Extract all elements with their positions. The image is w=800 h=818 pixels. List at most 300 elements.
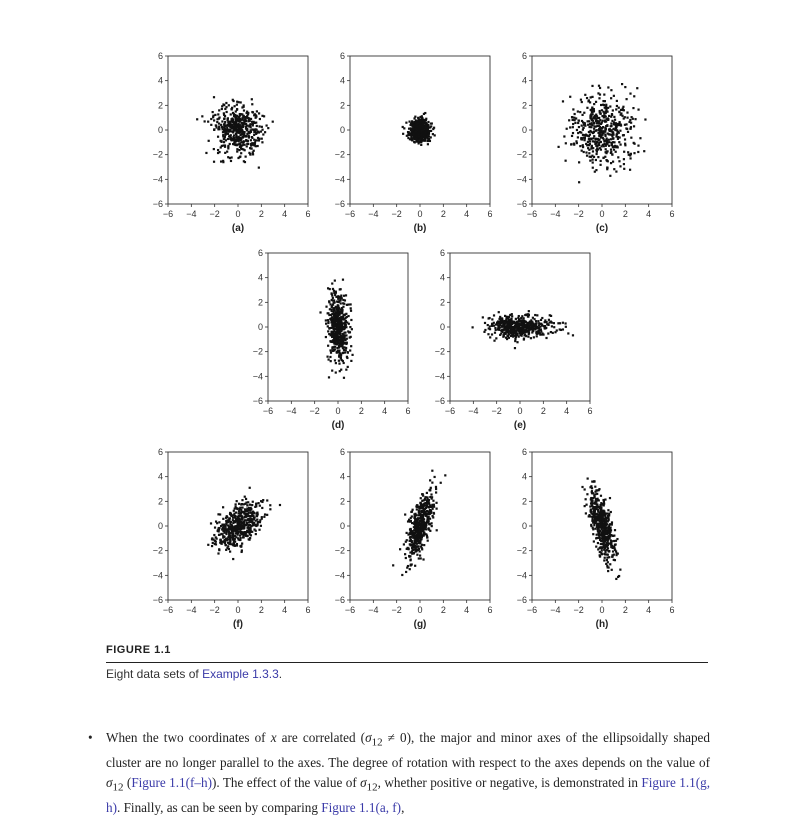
- x-tick-label: 6: [305, 209, 311, 219]
- body-paragraph: [88, 728, 711, 818]
- scatter-point: [593, 502, 595, 504]
- scatter-point: [528, 329, 530, 331]
- scatter-point: [225, 102, 227, 104]
- y-tick-label: −2: [252, 346, 263, 357]
- data-points: [472, 310, 575, 349]
- scatter-point: [548, 319, 550, 321]
- sigma-symbol: σ: [106, 774, 113, 790]
- scatter-point: [595, 546, 597, 548]
- scatter-point: [420, 515, 422, 517]
- scatter-point: [612, 161, 614, 163]
- scatter-point: [247, 519, 249, 521]
- scatter-point: [409, 568, 411, 570]
- scatter-point: [345, 347, 347, 349]
- scatter-point: [592, 528, 594, 530]
- scatter-point: [608, 145, 610, 147]
- scatter-point: [603, 544, 605, 546]
- scatter-point: [594, 118, 596, 120]
- scatter-point: [584, 137, 586, 139]
- scatter-point: [637, 145, 639, 147]
- scatter-point: [249, 504, 251, 506]
- scatter-point: [594, 521, 596, 523]
- scatter-point: [255, 512, 257, 514]
- scatter-point: [240, 525, 242, 527]
- y-tick-label: −4: [516, 570, 527, 581]
- scatter-point: [420, 531, 422, 533]
- scatter-point: [428, 130, 430, 132]
- scatter-point: [611, 144, 613, 146]
- scatter-point: [341, 333, 343, 335]
- scatter-point: [415, 135, 417, 137]
- scatter-point: [488, 327, 490, 329]
- scatter-point: [432, 515, 434, 517]
- scatter-point: [580, 138, 582, 140]
- scatter-point: [256, 519, 258, 521]
- scatter-point: [410, 520, 412, 522]
- scatter-point: [511, 313, 513, 315]
- scatter-point: [589, 505, 591, 507]
- scatter-point: [606, 533, 608, 535]
- scatter-point: [207, 544, 209, 546]
- scatter-point: [402, 133, 404, 135]
- scatter-point: [235, 127, 237, 129]
- scatter-point: [610, 125, 612, 127]
- x-tick-label: −4: [368, 209, 379, 219]
- scatter-point: [251, 98, 253, 100]
- scatter-point: [503, 335, 505, 337]
- scatter-point: [583, 112, 585, 114]
- y-tick-label: −2: [516, 149, 527, 160]
- scatter-point: [429, 479, 431, 481]
- scatter-point: [240, 537, 242, 539]
- scatter-point: [255, 128, 257, 130]
- body-text-1: When the two coordinates of: [106, 730, 271, 745]
- scatter-point: [234, 125, 236, 127]
- scatter-point: [549, 314, 551, 316]
- scatter-point: [325, 319, 327, 321]
- scatter-point: [244, 149, 246, 151]
- scatter-point: [242, 136, 244, 138]
- scatter-point: [246, 145, 248, 147]
- scatter-point: [241, 515, 243, 517]
- scatter-point: [598, 139, 600, 141]
- scatter-point: [218, 521, 220, 523]
- scatter-point: [335, 319, 337, 321]
- scatter-point: [523, 317, 525, 319]
- scatter-point: [256, 515, 258, 517]
- scatter-point: [591, 118, 593, 120]
- scatter-point: [565, 160, 567, 162]
- scatter-point: [619, 165, 621, 167]
- scatter-point: [527, 336, 529, 338]
- scatter-point: [606, 512, 608, 514]
- scatter-point: [261, 507, 263, 509]
- scatter-point: [430, 122, 432, 124]
- scatter-point: [338, 324, 340, 326]
- scatter-point: [337, 341, 339, 343]
- scatter-point: [232, 517, 234, 519]
- scatter-point: [413, 133, 415, 135]
- scatter-point: [620, 124, 622, 126]
- scatter-point: [595, 498, 597, 500]
- scatter-point: [344, 351, 346, 353]
- x-tick-label: −6: [344, 209, 356, 219]
- scatter-point: [614, 547, 616, 549]
- scatter-point: [607, 117, 609, 119]
- scatter-point: [613, 116, 615, 118]
- scatter-point: [240, 101, 242, 103]
- scatter-point: [530, 337, 532, 339]
- scatter-point: [603, 503, 605, 505]
- scatter-point: [604, 557, 606, 559]
- scatter-point: [334, 334, 336, 336]
- scatter-point: [623, 151, 625, 153]
- scatter-point: [330, 314, 332, 316]
- scatter-point: [258, 125, 260, 127]
- scatter-point: [432, 133, 434, 135]
- scatter-point: [533, 336, 535, 338]
- scatter-point: [624, 116, 626, 118]
- scatter-point: [411, 515, 413, 517]
- scatter-point: [536, 333, 538, 335]
- scatter-point: [588, 126, 590, 128]
- scatter-point: [241, 549, 243, 551]
- y-tick-label: 0: [157, 521, 163, 531]
- scatter-point: [226, 151, 228, 153]
- scatter-point: [332, 350, 334, 352]
- scatter-point: [333, 322, 335, 324]
- scatter-point: [528, 310, 530, 312]
- x-tick-label: −4: [550, 605, 561, 615]
- scatter-point: [224, 542, 226, 544]
- scatter-point: [581, 124, 583, 126]
- scatter-point: [426, 503, 428, 505]
- scatter-point: [613, 545, 615, 547]
- y-tick-label: −4: [516, 174, 527, 185]
- scatter-point: [346, 338, 348, 340]
- scatter-point: [528, 322, 530, 324]
- scatter-point: [420, 134, 422, 136]
- scatter-point: [407, 137, 409, 139]
- scatter-point: [515, 336, 517, 338]
- figure-link-g-h[interactable]: Figure 1.1(g, h): [106, 774, 710, 816]
- scatter-point: [210, 522, 212, 524]
- scatter-point: [580, 99, 582, 101]
- scatter-point: [610, 134, 612, 136]
- scatter-point: [600, 543, 602, 545]
- scatter-point: [500, 322, 502, 324]
- scatter-point: [221, 145, 223, 147]
- scatter-point: [560, 329, 562, 331]
- scatter-point: [213, 148, 215, 150]
- y-tick-label: 6: [339, 51, 345, 61]
- scatter-point: [584, 505, 586, 507]
- scatter-panel-f: [152, 447, 311, 630]
- panel-label: (e): [513, 420, 527, 431]
- scatter-point: [334, 325, 336, 327]
- figure-link-f-h[interactable]: Figure 1.1(f–h): [131, 774, 212, 790]
- scatter-point: [332, 304, 334, 306]
- scatter-point: [218, 122, 220, 124]
- scatter-point: [596, 120, 598, 122]
- scatter-point: [325, 306, 327, 308]
- scatter-point: [334, 280, 336, 282]
- scatter-point: [235, 133, 237, 135]
- scatter-point: [226, 127, 228, 129]
- scatter-panel-h: [516, 447, 675, 630]
- scatter-point: [243, 513, 245, 515]
- scatter-point: [201, 115, 203, 117]
- scatter-point: [226, 119, 228, 121]
- scatter-point: [425, 122, 427, 124]
- scatter-point: [414, 535, 416, 537]
- scatter-point: [587, 141, 589, 143]
- scatter-point: [326, 356, 328, 358]
- scatter-point: [253, 512, 255, 514]
- data-points: [392, 470, 446, 576]
- scatter-point: [236, 118, 238, 120]
- scatter-point: [243, 141, 245, 143]
- scatter-point: [236, 531, 238, 533]
- scatter-point: [272, 121, 274, 123]
- scatter-point: [341, 323, 343, 325]
- scatter-point: [215, 124, 217, 126]
- scatter-point: [614, 559, 616, 561]
- scatter-point: [589, 510, 591, 512]
- scatter-point: [350, 360, 352, 362]
- scatter-point: [522, 324, 524, 326]
- scatter-point: [425, 124, 427, 126]
- scatter-point: [592, 150, 594, 152]
- scatter-point: [229, 143, 231, 145]
- scatter-point: [342, 279, 344, 281]
- scatter-point: [426, 535, 428, 537]
- scatter-point: [430, 487, 432, 489]
- example-link[interactable]: Example 1.3.3: [202, 667, 279, 681]
- scatter-point: [221, 108, 223, 110]
- scatter-point: [630, 137, 632, 139]
- y-tick-label: 4: [439, 272, 445, 283]
- scatter-point: [589, 156, 591, 158]
- scatter-point: [541, 317, 543, 319]
- panel-label: (b): [413, 223, 427, 234]
- scatter-point: [217, 149, 219, 151]
- scatter-point: [610, 89, 612, 91]
- scatter-point: [421, 520, 423, 522]
- scatter-point: [335, 371, 337, 373]
- x-tick-label: 2: [622, 209, 628, 219]
- scatter-point: [608, 556, 610, 558]
- scatter-point: [613, 146, 615, 148]
- scatter-point: [261, 138, 263, 140]
- scatter-point: [417, 536, 419, 538]
- scatter-point: [236, 507, 238, 509]
- scatter-point: [250, 521, 252, 523]
- scatter-point: [329, 288, 331, 290]
- scatter-point: [244, 534, 246, 536]
- scatter-point: [514, 347, 516, 349]
- x-tick-label: −4: [550, 209, 561, 219]
- scatter-point: [610, 539, 612, 541]
- scatter-point: [243, 520, 245, 522]
- scatter-point: [581, 486, 583, 488]
- scatter-point: [335, 342, 337, 344]
- scatter-point: [596, 506, 598, 508]
- scatter-point: [267, 127, 269, 129]
- scatter-point: [420, 120, 422, 122]
- scatter-point: [602, 531, 604, 533]
- scatter-point: [402, 126, 404, 128]
- scatter-point: [240, 546, 242, 548]
- scatter-point: [616, 538, 618, 540]
- y-tick-label: 6: [257, 248, 263, 258]
- scatter-point: [408, 134, 410, 136]
- scatter-point: [617, 156, 619, 158]
- scatter-point: [350, 345, 352, 347]
- scatter-point: [331, 347, 333, 349]
- scatter-point: [532, 326, 534, 328]
- scatter-point: [599, 87, 601, 89]
- scatter-point: [415, 505, 417, 507]
- x-tick-label: 4: [282, 605, 288, 615]
- y-tick-label: −6: [252, 396, 263, 406]
- scatter-point: [534, 314, 536, 316]
- scatter-point: [599, 164, 601, 166]
- scatter-point: [241, 533, 243, 535]
- figure-caption: [106, 667, 282, 681]
- scatter-point: [346, 357, 348, 359]
- y-tick-label: 0: [339, 521, 345, 531]
- x-tick-label: −2: [573, 605, 584, 615]
- scatter-point: [406, 135, 408, 137]
- scatter-point: [210, 124, 212, 126]
- scatter-point: [252, 142, 254, 144]
- scatter-point: [350, 336, 352, 338]
- scatter-point: [613, 540, 615, 542]
- scatter-point: [557, 322, 559, 324]
- y-tick-label: −2: [334, 149, 345, 160]
- scatter-point: [331, 282, 333, 284]
- scatter-point: [607, 515, 609, 517]
- scatter-point: [551, 325, 553, 327]
- scatter-point: [603, 145, 605, 147]
- scatter-point: [604, 128, 606, 130]
- scatter-point: [615, 578, 617, 580]
- scatter-point: [414, 513, 416, 515]
- x-tick-label: −2: [391, 209, 402, 219]
- scatter-point: [332, 297, 334, 299]
- scatter-point: [266, 499, 268, 501]
- scatter-point: [590, 96, 592, 98]
- scatter-point: [419, 124, 421, 126]
- scatter-point: [508, 333, 510, 335]
- scatter-point: [491, 325, 493, 327]
- scatter-point: [337, 295, 339, 297]
- scatter-point: [615, 127, 617, 129]
- scatter-point: [602, 111, 604, 113]
- y-tick-label: 6: [521, 51, 527, 61]
- scatter-point: [332, 326, 334, 328]
- scatter-point: [241, 123, 243, 125]
- scatter-point: [427, 143, 429, 145]
- scatter-point: [338, 363, 340, 365]
- scatter-point: [327, 325, 329, 327]
- scatter-point: [214, 526, 216, 528]
- scatter-point: [401, 574, 403, 576]
- figure-link-a-f[interactable]: Figure 1.1(a, f): [321, 800, 402, 816]
- scatter-point: [230, 160, 232, 162]
- scatter-point: [588, 138, 590, 140]
- scatter-point: [518, 315, 520, 317]
- scatter-point: [212, 111, 214, 113]
- scatter-point: [250, 118, 252, 120]
- scatter-point: [624, 138, 626, 140]
- y-tick-label: 2: [339, 496, 345, 507]
- scatter-point: [412, 126, 414, 128]
- scatter-point: [615, 122, 617, 124]
- x-tick-label: 0: [335, 406, 341, 416]
- scatter-point: [644, 118, 646, 120]
- scatter-point: [343, 295, 345, 297]
- x-tick-label: 4: [646, 605, 652, 615]
- x-tick-label: −6: [162, 209, 174, 219]
- scatter-point: [602, 542, 604, 544]
- scatter-point: [572, 126, 574, 128]
- scatter-point: [343, 314, 345, 316]
- scatter-point: [569, 126, 571, 128]
- scatter-point: [262, 133, 264, 135]
- scatter-point: [592, 533, 594, 535]
- y-tick-label: −2: [516, 545, 527, 556]
- scatter-point: [607, 527, 609, 529]
- scatter-point: [518, 319, 520, 321]
- scatter-point: [351, 328, 353, 330]
- scatter-point: [623, 134, 625, 136]
- scatter-point: [604, 512, 606, 514]
- scatter-point: [591, 490, 593, 492]
- y-tick-label: −4: [152, 570, 163, 581]
- scatter-point: [602, 132, 604, 134]
- scatter-point: [249, 153, 251, 155]
- scatter-point: [435, 488, 437, 490]
- scatter-point: [615, 170, 617, 172]
- scatter-point: [210, 118, 212, 120]
- scatter-point: [215, 126, 217, 128]
- scatter-point: [426, 496, 428, 498]
- scatter-point: [231, 126, 233, 128]
- scatter-point: [592, 140, 594, 142]
- scatter-point: [279, 504, 281, 506]
- scatter-point: [610, 534, 612, 536]
- scatter-point: [504, 333, 506, 335]
- scatter-point: [224, 539, 226, 541]
- scatter-point: [218, 549, 220, 551]
- scatter-point: [593, 110, 595, 112]
- scatter-point: [335, 340, 337, 342]
- scatter-point: [417, 522, 419, 524]
- scatter-point: [247, 131, 249, 133]
- body-text-3: are correlated (: [276, 730, 366, 745]
- x-tick-label: −6: [526, 209, 538, 219]
- scatter-point: [421, 504, 423, 506]
- scatter-point: [523, 328, 525, 330]
- x-tick-label: 0: [417, 209, 423, 219]
- scatter-point: [601, 528, 603, 530]
- body-text-10: ). The effect of the value of: [212, 774, 361, 790]
- scatter-point: [257, 131, 259, 133]
- scatter-point: [574, 122, 576, 124]
- scatter-point: [593, 494, 595, 496]
